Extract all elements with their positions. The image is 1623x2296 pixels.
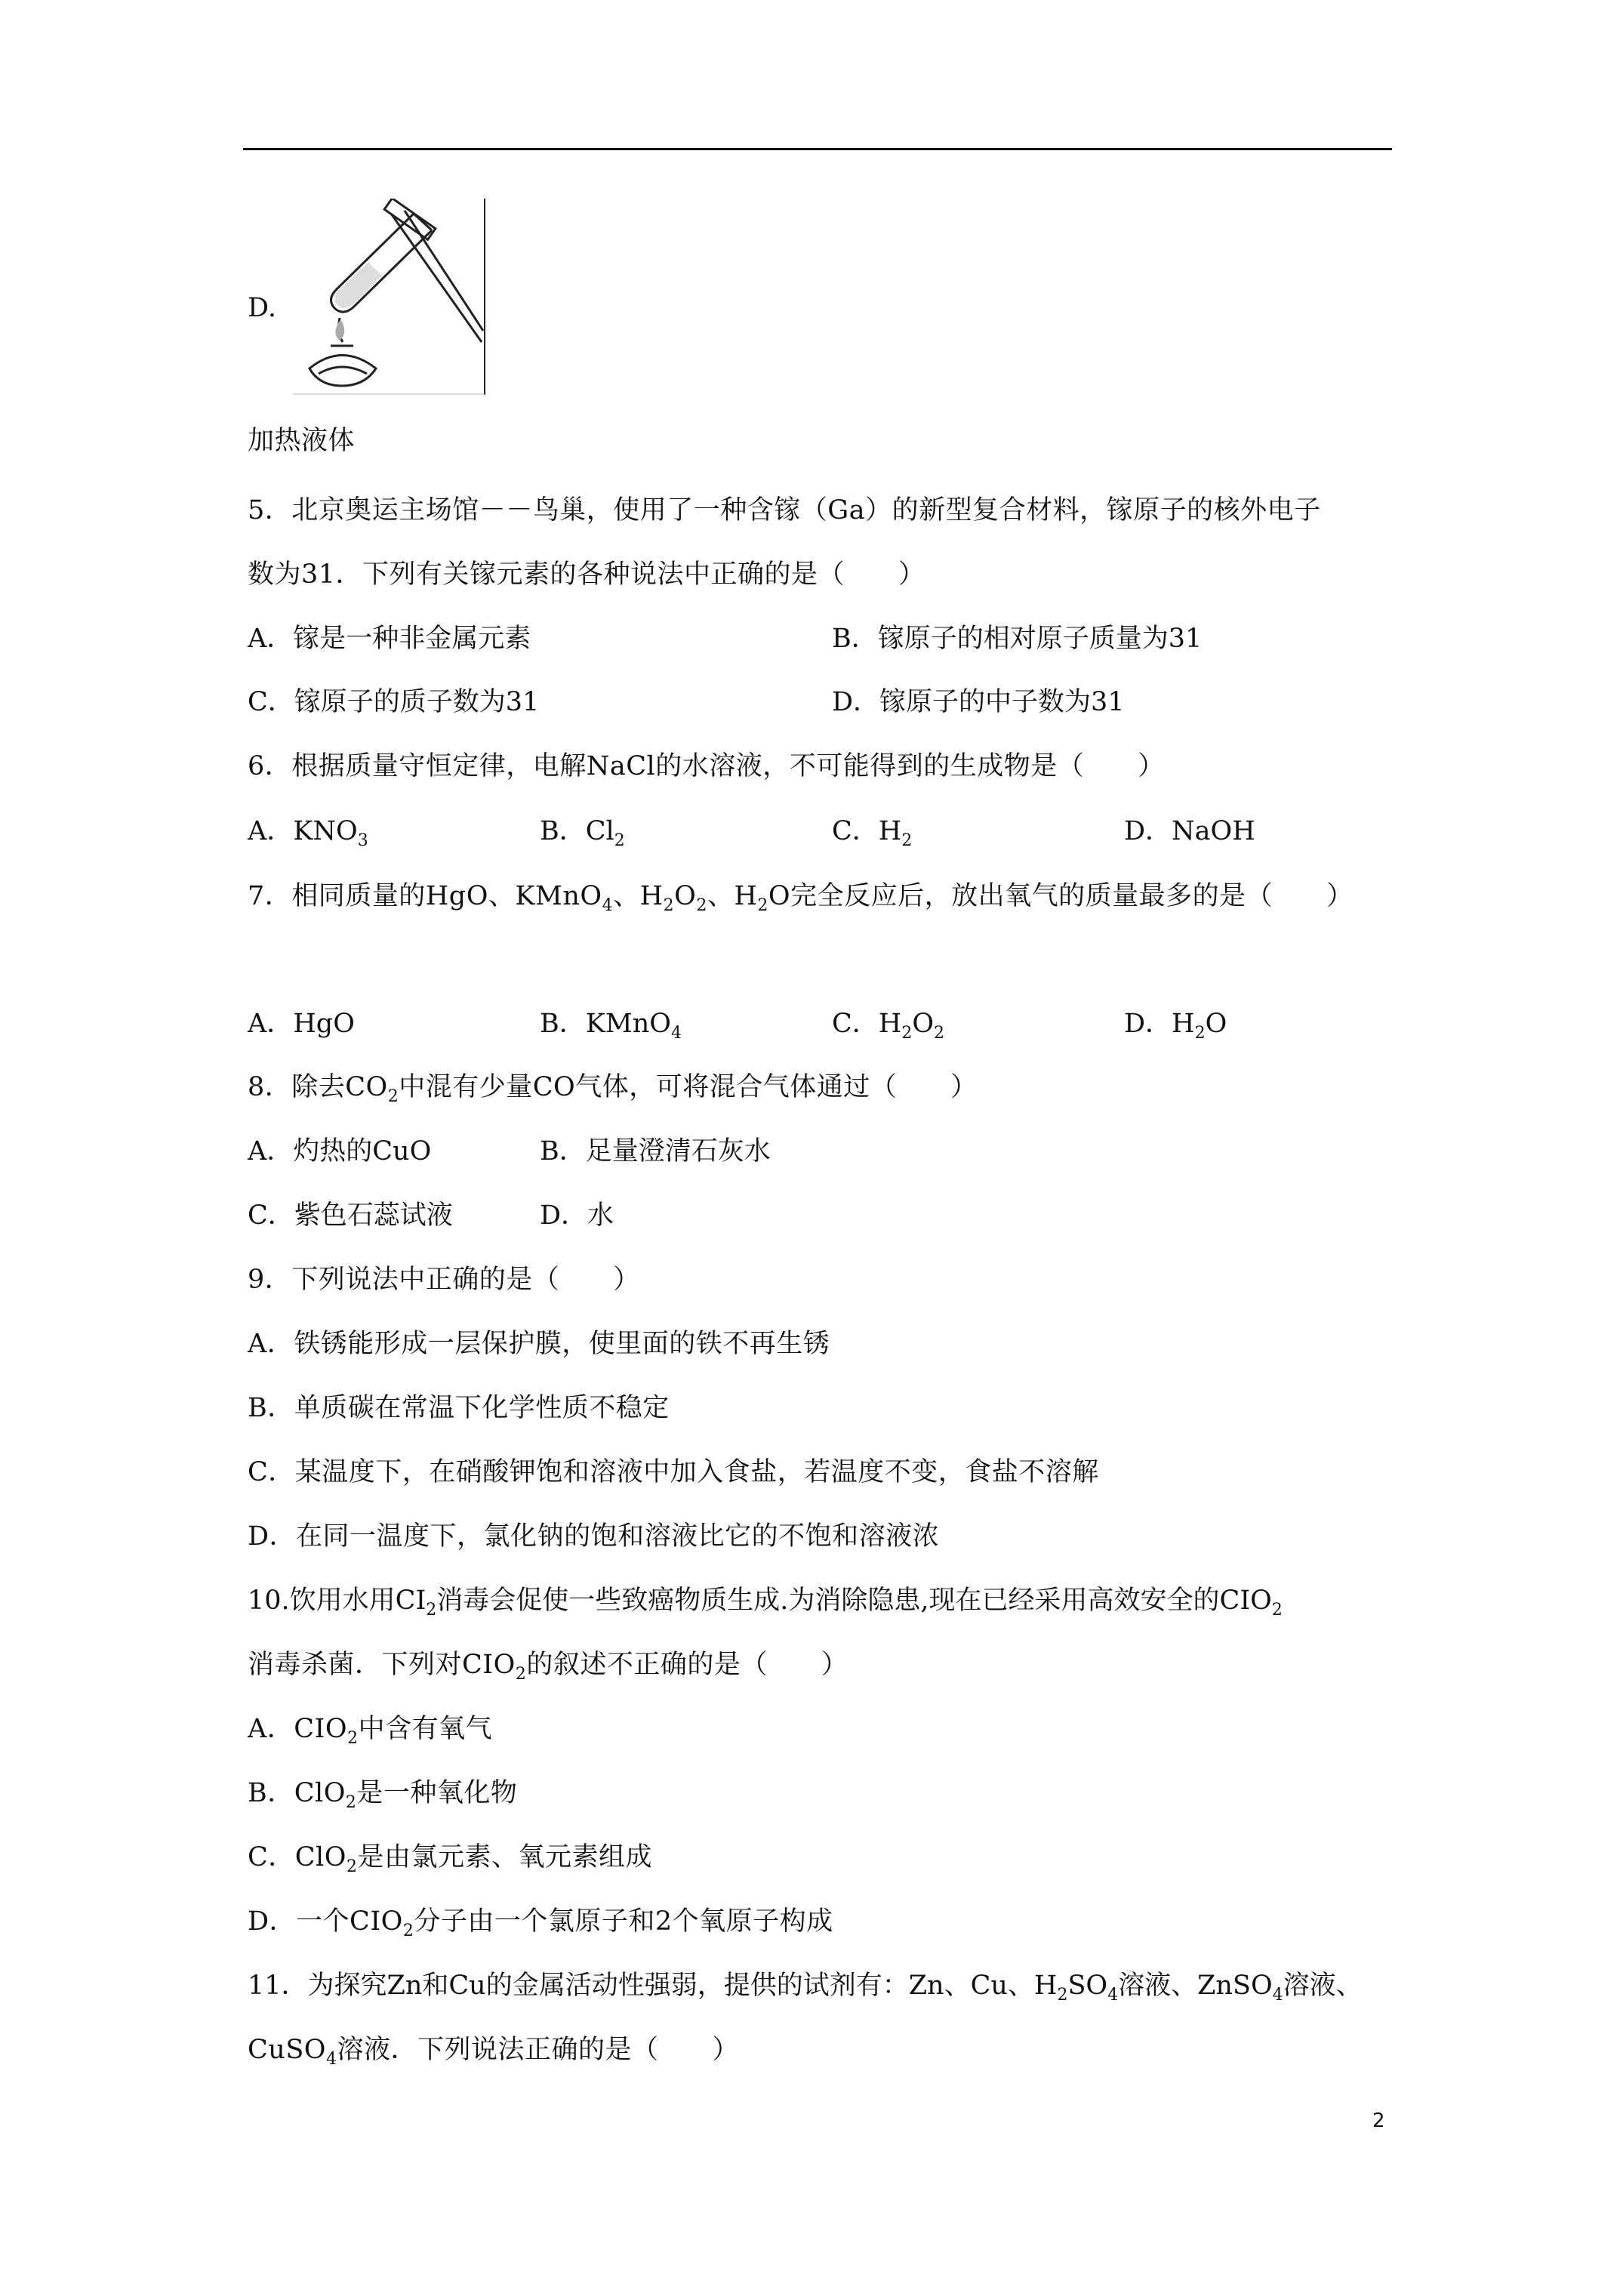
q10-stem-line1: 10.饮用水用$CI_2$消毒会促使一些致癌物质生成.为消除隐患,现在已经采用高效安全的$CIO_2$ [248, 1586, 1283, 1620]
q8-option-b: B．足量澄清石灰水 [540, 1136, 771, 1166]
q5-option-a: A．镓是一种非金属元素 [248, 624, 531, 654]
q8-option-c: C．紫色石蕊试液 [248, 1200, 453, 1231]
q8-stem: 8．除去$CO_2$中混有少量CO气体，可将混合气体通过（ ） [248, 1072, 978, 1106]
q11-stem-line2: CuSO$_4$溶液．下列说法正确的是（ ） [248, 2035, 740, 2069]
q7-option-d: D．$H_2O$ [1124, 1009, 1227, 1043]
q7-stem: 7．相同质量的HgO、KMnO$_4$、$H_2O_2$、$H_2O$完全反应后，放出氧气的质量最多的是（ ） [248, 881, 1354, 915]
heating-liquid-figure [293, 199, 485, 395]
q5-stem-line1: 5．北京奥运主场馆－－鸟巢，使用了一种含镓（Ga）的新型复合材料，镓原子的核外电子 [248, 495, 1321, 525]
q7-option-a: A．HgO [248, 1009, 355, 1039]
q8-option-d: D．水 [540, 1200, 614, 1231]
q10-option-d: D．一个$CIO_2$分子由一个氯原子和2个氧原子构成 [248, 1906, 833, 1940]
q9-option-b: B．单质碳在常温下化学性质不稳定 [248, 1393, 670, 1423]
q7-option-b: B．KMnO$_4$ [540, 1009, 682, 1043]
q9-option-a: A．铁锈能形成一层保护膜，使里面的铁不再生锈 [248, 1329, 830, 1359]
q5-option-c: C．镓原子的质子数为31 [248, 687, 540, 717]
q5-option-d: D．镓原子的中子数为31 [832, 687, 1125, 717]
q5-option-b: B．镓原子的相对原子质量为31 [832, 624, 1203, 654]
q10-stem-line2: 消毒杀菌．下列对$CIO_2$的叙述不正确的是（ ） [248, 1650, 848, 1684]
q10-option-c: C．ClO$_2$是由氯元素、氧元素组成 [248, 1842, 652, 1876]
q11-stem-line1: 11．为探究Zn和Cu的金属活动性强弱，提供的试剂有：Zn、Cu、$H_2SO_4$溶液、ZnSO$_4$溶液、 [248, 1971, 1363, 2005]
q6-stem: 6．根据质量守恒定律，电解NaCl的水溶液，不可能得到的生成物是（ ） [248, 751, 1165, 781]
page-number: 2 [1372, 2110, 1385, 2132]
q4-option-d-label: D. [248, 293, 276, 323]
q6-option-a: A．$KNO_3$ [248, 816, 368, 850]
q6-option-d: D．NaOH [1124, 816, 1255, 846]
header-rule [243, 148, 1392, 150]
q5-stem-line2: 数为31．下列有关镓元素的各种说法中正确的是（ ） [248, 559, 925, 590]
q10-option-a: A．$CIO_2$中含有氧气 [248, 1714, 493, 1748]
q9-stem: 9．下列说法中正确的是（ ） [248, 1265, 640, 1295]
q9-option-c: C．某温度下，在硝酸钾饱和溶液中加入食盐，若温度不变，食盐不溶解 [248, 1457, 1099, 1487]
q4-caption: 加热液体 [248, 426, 356, 456]
q6-option-c: C．$H_2$ [832, 816, 913, 850]
q10-option-b: B．ClO$_2$是一种氧化物 [248, 1778, 518, 1812]
q9-option-d: D．在同一温度下，氯化钠的饱和溶液比它的不饱和溶液浓 [248, 1521, 940, 1552]
q6-option-b: B．$Cl_2$ [540, 816, 625, 850]
q8-option-a: A．灼热的CuO [248, 1136, 432, 1166]
q7-option-c: C．$H_2O_2$ [832, 1009, 945, 1043]
